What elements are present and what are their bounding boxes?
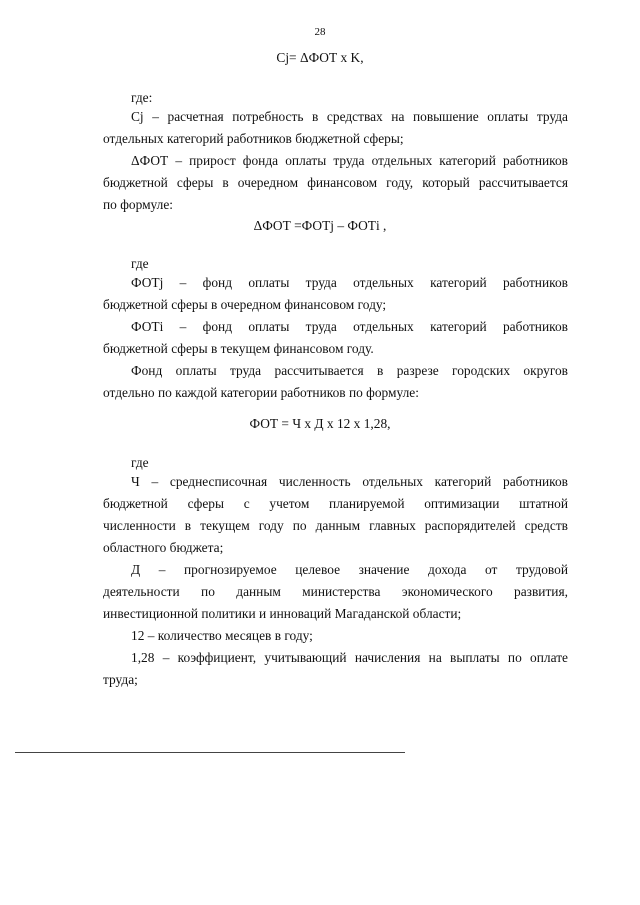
definition-dfot-line3: по формуле: [103, 197, 173, 212]
definition-d-line3: инвестиционной политики и инноваций Магаданской области; [103, 606, 462, 621]
definition-d-line1: Д – прогнозируемое целевое значение дохода от трудовой [131, 562, 568, 577]
definition-d-line2: деятельности по данным министерства экономического развития, [103, 584, 568, 599]
fot-intro-line2: отдельно по каждой категории работников по формуле: [103, 385, 419, 400]
definition-foti-line2: бюджетной сферы в текущем финансовом году. [103, 341, 374, 356]
definition-cj-line1: Cj – расчетная потребность в средствах на повышение оплаты труда [131, 109, 568, 124]
definition-fotj-line2: бюджетной сферы в очередном финансовом году; [103, 297, 387, 312]
definition-ch-line4: областного бюджета; [103, 540, 224, 555]
formula-fot: ФОТ = Ч x Д x 12 x 1,28, [249, 416, 391, 431]
definition-coef-line1: 1,28 – коэффициент, учитывающий начисления на выплаты по оплате [131, 650, 568, 665]
formula-cj: Cj= ΔФОТ x K, [276, 50, 364, 65]
definition-12: 12 – количество месяцев в году; [131, 628, 313, 643]
where-label: где [131, 256, 149, 271]
formula-dfot: ΔФОТ =ФОТj – ФОТi , [253, 218, 387, 233]
fot-intro-line1: Фонд оплаты труда рассчитывается в разрезе городских округов [131, 363, 568, 378]
definition-fotj-line1: ФОТj – фонд оплаты труда отдельных категорий работников [131, 275, 568, 290]
footnote-separator [15, 752, 405, 753]
definition-dfot-line1: ΔФОТ – прирост фонда оплаты труда отдельных категорий работников [131, 153, 568, 168]
page-number: 28 [314, 26, 326, 38]
where-label: где: [131, 90, 153, 105]
definition-ch-line1: Ч – среднесписочная численность отдельных категорий работников [131, 474, 568, 489]
definition-coef-line2: труда; [103, 672, 138, 687]
definition-ch-line3: численности в текущем году по данным главных распорядителей средств [103, 518, 568, 533]
definition-cj-line2: отдельных категорий работников бюджетной сферы; [103, 131, 404, 146]
definition-dfot-line2: бюджетной сферы в очередном финансовом году, который рассчитывается [103, 175, 568, 190]
definition-ch-line2: бюджетной сферы с учетом планируемой оптимизации штатной [103, 496, 568, 511]
definition-foti-line1: ФОТi – фонд оплаты труда отдельных категорий работников [131, 319, 568, 334]
where-label: где [131, 455, 149, 470]
